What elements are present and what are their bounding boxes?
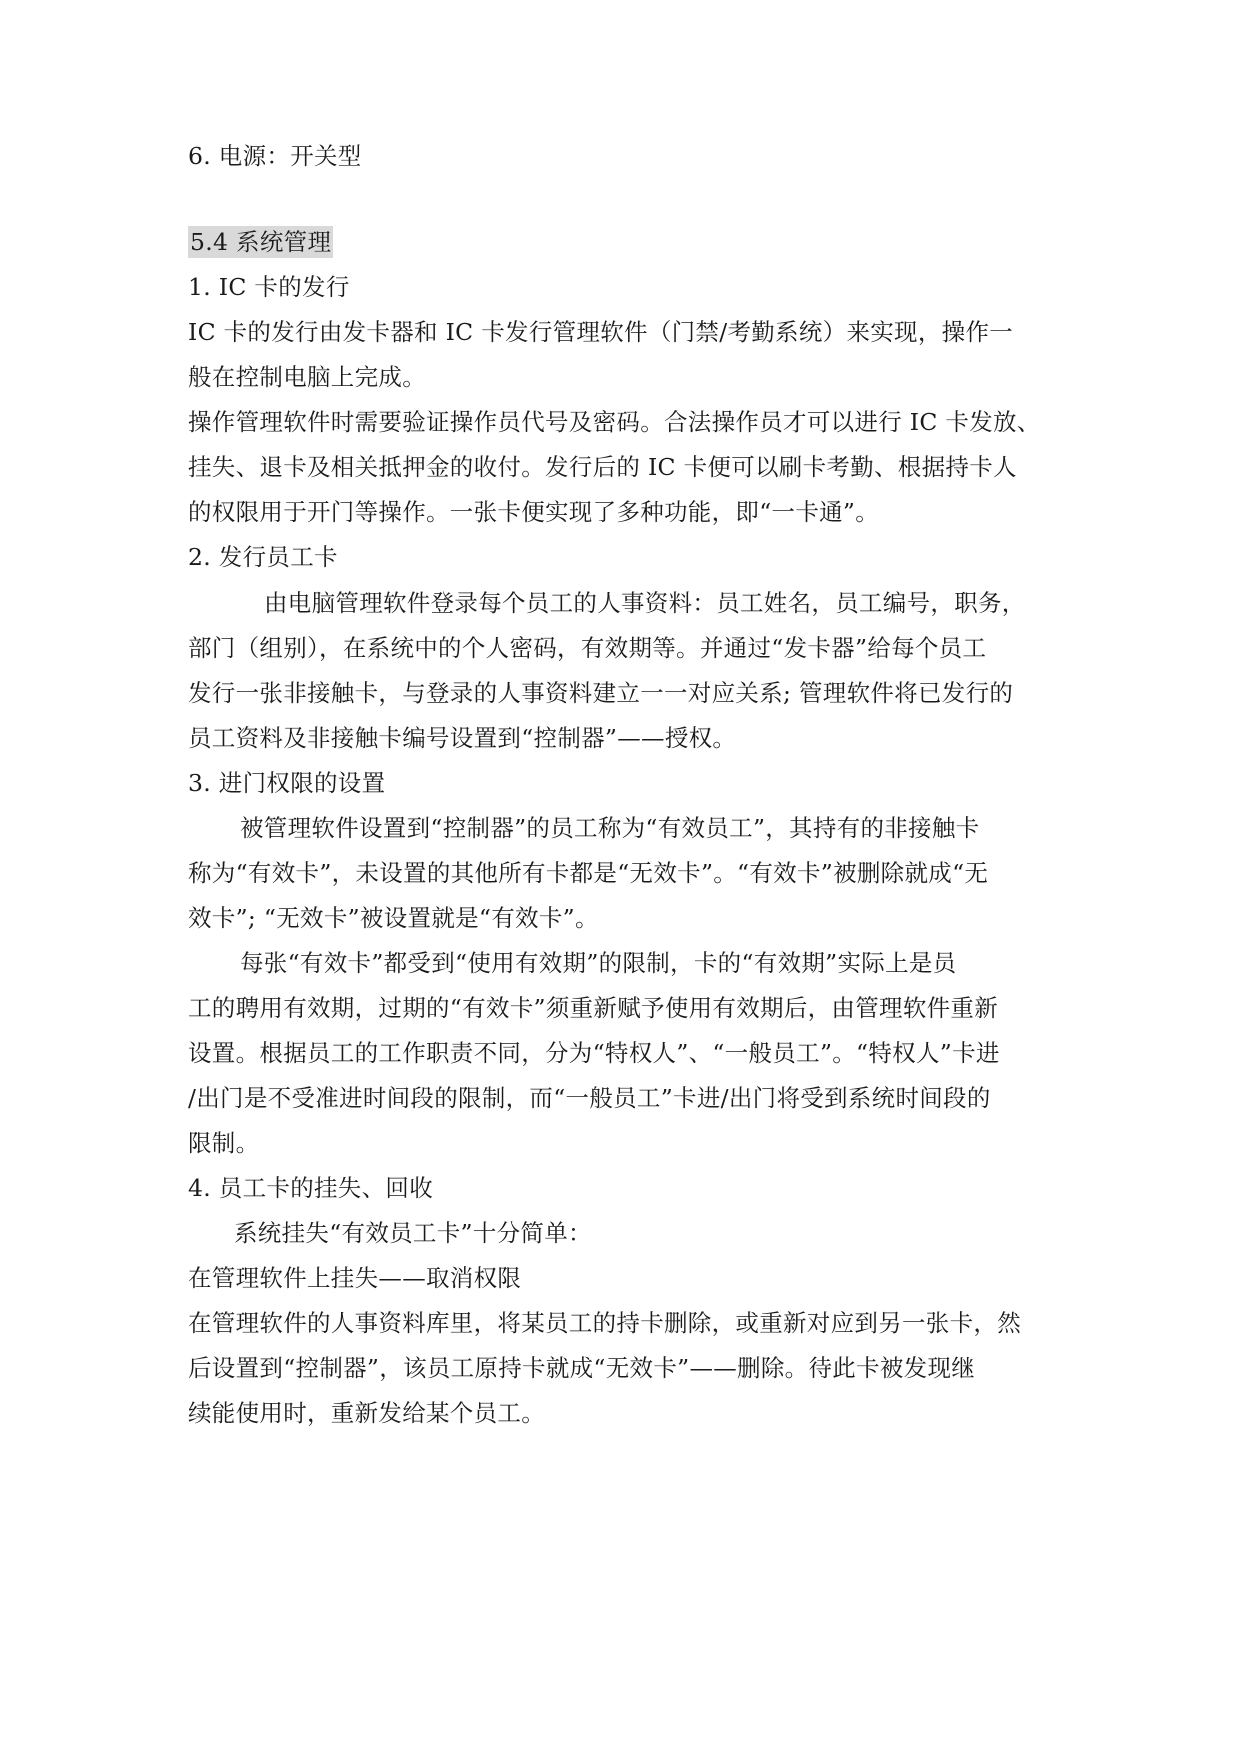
paragraph-line: 设置。根据员工的工作职责不同，分为“特权人”、“一般员工”。“特权人”卡进: [188, 1039, 1000, 1067]
paragraph-line: 称为“有效卡”，未设置的其他所有卡都是“无效卡”。“有效卡”被删除就成“无: [188, 859, 989, 887]
paragraph-line: 的权限用于开门等操作。一张卡便实现了多种功能，即“一卡通”。: [188, 498, 880, 526]
paragraph-line: 操作管理软件时需要验证操作员代号及密码。合法操作员才可以进行 IC 卡发放、: [188, 408, 1041, 436]
power-supply-line: 6. 电源：开关型: [188, 142, 362, 170]
paragraph-line: 效卡”; “无效卡”被设置就是“有效卡”。: [188, 904, 599, 932]
paragraph-line: 后设置到“控制器”，该员工原持卡就成“无效卡”——删除。待此卡被发现继: [188, 1354, 976, 1382]
paragraph-line: 发行一张非接触卡，与登录的人事资料建立一一对应关系; 管理软件将已发行的: [188, 679, 1014, 707]
section-heading: [188, 227, 333, 257]
paragraph-line: 般在控制电脑上完成。: [188, 363, 426, 391]
paragraph-line: 挂失、退卡及相关抵押金的收付。发行后的 IC 卡便可以刷卡考勤、根据持卡人: [188, 453, 1017, 481]
section-heading-text: 5.4 系统管理: [190, 228, 332, 256]
paragraph-line: 在管理软件上挂失——取消权限: [188, 1264, 522, 1292]
subheading-card-issuance: 1. IC 卡的发行: [188, 273, 350, 301]
subheading-access-permission: 3. 进门权限的设置: [188, 769, 386, 797]
subheading-card-loss-recovery: 4. 员工卡的挂失、回收: [188, 1174, 433, 1202]
paragraph-line: 每张“有效卡”都受到“使用有效期”的限制，卡的“有效期”实际上是员: [240, 949, 957, 977]
paragraph-line: 工的聘用有效期，过期的“有效卡”须重新赋予使用有效期后，由管理软件重新: [188, 994, 999, 1022]
paragraph-line: 员工资料及非接触卡编号设置到“控制器”——授权。: [188, 724, 737, 752]
paragraph-line: 在管理软件的人事资料库里，将某员工的持卡删除，或重新对应到另一张卡，然: [188, 1309, 1021, 1337]
paragraph-line: 限制。: [188, 1129, 260, 1157]
paragraph-line: 续能使用时，重新发给某个员工。: [188, 1399, 545, 1427]
paragraph-line: 系统挂失“有效员工卡”十分简单：: [234, 1219, 592, 1247]
paragraph-line: 部门（组别），在系统中的个人密码，有效期等。并通过“发卡器”给每个员工: [188, 634, 987, 662]
paragraph-line: /出门是不受准进时间段的限制，而“一般员工”卡进/出门将受到系统时间段的: [188, 1084, 991, 1112]
paragraph-line: 被管理软件设置到“控制器”的员工称为“有效员工”，其持有的非接触卡: [240, 814, 980, 842]
paragraph-line: 由电脑管理软件登录每个员工的人事资料：员工姓名，员工编号，职务，: [264, 589, 1026, 617]
subheading-issue-employee-card: 2. 发行员工卡: [188, 543, 338, 571]
paragraph-line: IC 卡的发行由发卡器和 IC 卡发行管理软件（门禁/考勤系统）来实现，操作一: [188, 318, 1014, 346]
